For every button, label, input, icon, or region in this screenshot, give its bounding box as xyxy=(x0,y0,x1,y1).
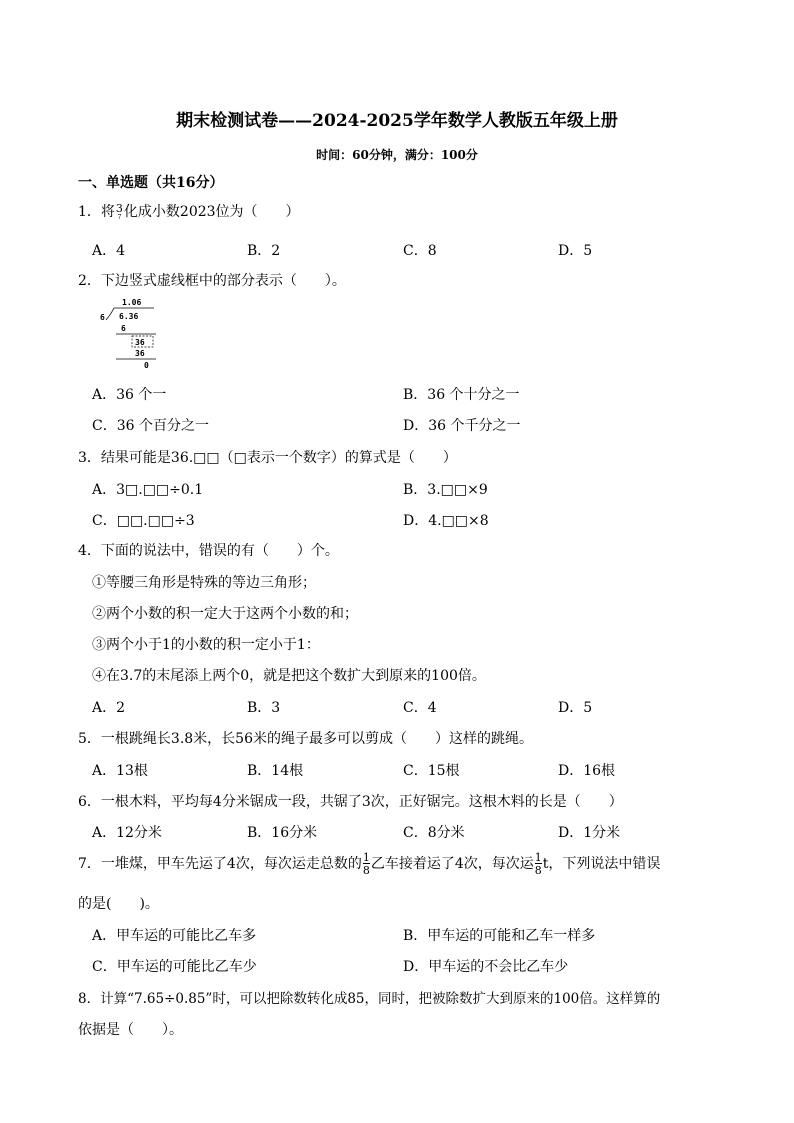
section-heading: 一、单选题（共16分） xyxy=(78,175,224,191)
page-title: 期末检测试卷——2024-2025学年数学人教版五年级上册 xyxy=(176,111,618,131)
option-d: D．5 xyxy=(558,700,593,716)
option-b: B．3 xyxy=(247,700,281,716)
option-d: D．4.□□×8 xyxy=(403,513,489,529)
option-c: C．8 xyxy=(403,243,437,259)
fraction xyxy=(363,852,370,876)
question-4: 4．下面的说法中，错误的有（ ）个。 xyxy=(78,543,339,559)
fraction-denominator: 8 xyxy=(362,864,370,877)
option-c: C．4 xyxy=(403,700,437,716)
fraction-numerator: 1 xyxy=(534,851,542,864)
division-quotient: 1.06 xyxy=(122,298,142,307)
question-8-continued: 依据是（ ）。 xyxy=(78,1022,183,1038)
question-7 xyxy=(78,852,660,876)
question-1 xyxy=(78,201,300,221)
option-c: C．□□.□□÷3 xyxy=(92,513,195,529)
option-d: D．5 xyxy=(558,243,593,259)
question-text: 化成小数2023位为（ ） xyxy=(123,204,300,220)
statement-4: ④在3.7的末尾添上两个0，就是把这个数扩大到原来的100倍。 xyxy=(92,668,486,684)
option-b: B．36 个十分之一 xyxy=(403,387,520,403)
option-a: A．12分米 xyxy=(92,825,162,841)
option-d: D．36 个千分之一 xyxy=(403,418,521,434)
division-remainder: 0 xyxy=(144,361,149,370)
option-a: A．4 xyxy=(92,243,126,259)
option-c: C．15根 xyxy=(403,763,460,779)
option-a: A．3□.□□÷0.1 xyxy=(92,482,204,498)
division-dividend: 6.36 xyxy=(119,312,139,321)
statement-3: ③两个小于1的小数的积一定小于1： xyxy=(92,637,320,653)
question-text: t，下列说法中错误 xyxy=(542,856,661,872)
option-b: B．甲车运的可能和乙车一样多 xyxy=(403,928,596,944)
option-d: D．甲车运的不会比乙车少 xyxy=(403,959,569,975)
question-7-continued: 的是( )。 xyxy=(78,896,159,912)
option-c: C．8分米 xyxy=(403,825,465,841)
division-step-2: 36 xyxy=(135,349,145,358)
exam-time-info: 时间：60分钟，满分：100分 xyxy=(316,148,478,162)
question-6: 6．一根木料，平均每4分米锯成一段，共锯了3次，正好锯完。这根木料的长是（ ） xyxy=(78,794,623,810)
question-text: 乙车接着运了4次，每次运 xyxy=(370,856,534,872)
option-a: A．甲车运的可能比乙车多 xyxy=(92,928,257,944)
question-8: 8．计算“7.65÷0.85”时，可以把除数转化成85，同时，把被除数扩大到原来的100倍。这样算的 xyxy=(78,991,661,1007)
question-5: 5．一根跳绳长3.8米，长56米的绳子最多可以剪成（ ）这样的跳绳。 xyxy=(78,731,533,747)
option-a: A．13根 xyxy=(92,763,148,779)
option-b: B．16分米 xyxy=(247,825,318,841)
option-a: A．36 个一 xyxy=(92,387,167,403)
fraction xyxy=(116,203,123,221)
option-b: B．14根 xyxy=(247,763,304,779)
fraction-numerator: 1 xyxy=(362,851,370,864)
question-text: 1．将 xyxy=(78,204,115,220)
question-2: 2．下边竖式虚线框中的部分表示（ ）。 xyxy=(78,273,346,289)
division-boxed-remainder: 36 xyxy=(135,338,145,347)
question-3: 3．结果可能是36.□□（□表示一个数字）的算式是（ ） xyxy=(78,450,457,466)
option-b: B．2 xyxy=(247,243,281,259)
division-step-1: 6 xyxy=(121,324,126,333)
option-d: D．16根 xyxy=(558,763,616,779)
question-text: 7．一堆煤，甲车先运了4次，每次运走总数的 xyxy=(78,856,362,872)
option-b: B．3.□□×9 xyxy=(403,482,488,498)
fraction-denominator: 7 xyxy=(117,214,122,221)
option-a: A．2 xyxy=(92,700,126,716)
long-division-figure xyxy=(96,296,166,372)
division-divisor: 6 xyxy=(100,313,105,322)
fraction-numerator: 3 xyxy=(115,202,123,215)
fraction xyxy=(535,852,542,876)
option-c: C．甲车运的可能比乙车少 xyxy=(92,959,257,975)
option-c: C．36 个百分之一 xyxy=(92,418,209,434)
statement-2: ②两个小数的积一定大于这两个小数的和； xyxy=(92,606,358,622)
statement-1: ①等腰三角形是特殊的等边三角形； xyxy=(92,575,316,591)
option-d: D．1分米 xyxy=(558,825,621,841)
fraction-denominator: 8 xyxy=(534,864,542,877)
